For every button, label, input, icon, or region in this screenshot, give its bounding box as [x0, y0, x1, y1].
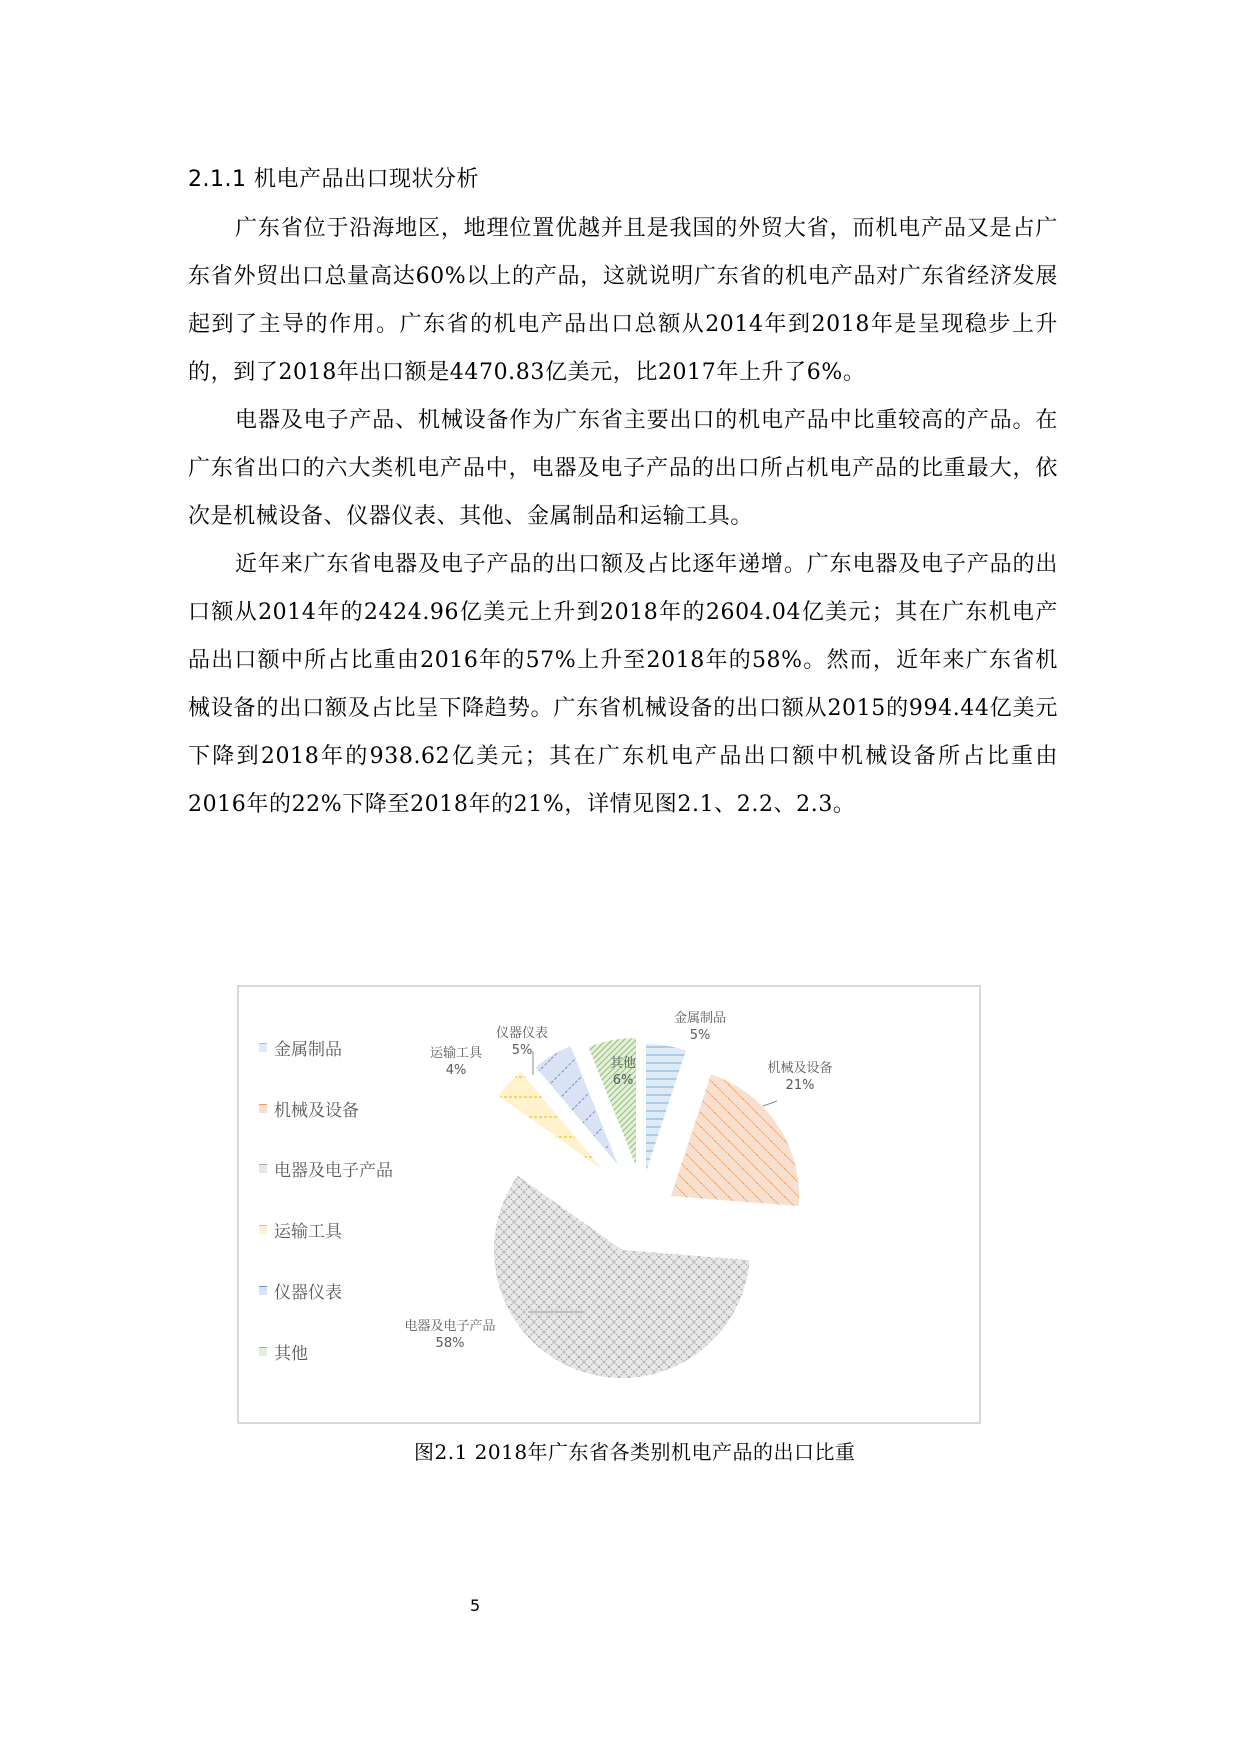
data-label-category: 金属制品	[673, 1011, 727, 1026]
data-label-category: 机械及设备	[767, 1061, 833, 1076]
paragraph-3: 近年来广东省电器及电子产品的出口额及占比逐年递增。广东电器及电子产品的出口额从2014年的2424.96亿美元上升到2018年的2604.04亿美元；其在广东机电产品出口额中所占比重由2016年的57%上升至2018年的58%。然而，近年来广东省机械设备的出口额及占比呈下降趋势。广东省机械设备的出口额从2015的994.44亿美元下降到2018年的938.62亿美元；其在广东机电产品出口额中机械设备所占比重由2016年的22%下降至2018年的21%，详情见图2.1、2.2、2.3。	[188, 552, 1058, 817]
data-label-value: 5%	[511, 1043, 533, 1058]
legend-item-transport	[259, 1217, 342, 1242]
pie-slice-electrical-electronic	[494, 1176, 750, 1378]
figure-caption: 图2.1 2018年广东省各类别机电产品的出口比重	[414, 1440, 856, 1464]
legend-swatch-icon	[259, 1225, 267, 1234]
pie-plot-area	[239, 987, 979, 1422]
legend-item-metal-products	[259, 1035, 342, 1060]
pie-slice-metal-products	[646, 1044, 686, 1172]
legend-label: 电器及电子产品	[274, 1161, 393, 1181]
legend-item-others	[259, 1339, 308, 1364]
legend-label: 机械及设备	[274, 1101, 359, 1121]
legend-swatch-icon	[259, 1104, 267, 1113]
legend-item-electrical-electronic	[259, 1156, 393, 1181]
legend-swatch-icon	[259, 1043, 267, 1052]
legend-label: 金属制品	[274, 1040, 342, 1060]
data-label-category: 电器及电子产品	[404, 1319, 496, 1334]
legend-label: 仪器仪表	[274, 1283, 342, 1303]
data-label-value: 4%	[445, 1063, 467, 1078]
data-label-category: 其他	[609, 1056, 637, 1071]
body-text	[188, 205, 1058, 829]
pie-slice-machinery-equipment	[671, 1074, 799, 1206]
legend-swatch-icon	[259, 1286, 267, 1295]
legend-swatch-icon	[259, 1347, 267, 1356]
data-label-category: 仪器仪表	[495, 1026, 549, 1041]
legend-item-machinery-equipment	[259, 1096, 359, 1121]
paragraph-1: 广东省位于沿海地区，地理位置优越并且是我国的外贸大省，而机电产品又是占广东省外贸出口总量高达60%以上的产品，这就说明广东省的机电产品对广东省经济发展起到了主导的作用。广东省的机电产品出口总额从2014年到2018年是呈现稳步上升的，到了2018年出口额是4470.83亿美元，比2017年上升了6%。	[188, 216, 1058, 385]
legend-swatch-icon	[259, 1164, 267, 1173]
data-label-category: 运输工具	[429, 1046, 483, 1061]
pie-chart	[237, 985, 981, 1424]
data-label-value: 58%	[435, 1336, 465, 1351]
legend-item-instruments	[259, 1278, 342, 1303]
paragraph-2: 电器及电子产品、机械设备作为广东省主要出口的机电产品中比重较高的产品。在广东省出口的六大类机电产品中，电器及电子产品的出口所占机电产品的比重最大，依次是机械设备、仪器仪表、其他、金属制品和运输工具。	[188, 408, 1058, 529]
data-label-value: 21%	[785, 1078, 815, 1093]
page-number: 5	[470, 1596, 481, 1615]
leader-line	[763, 1101, 777, 1106]
data-label-value: 5%	[689, 1028, 711, 1043]
legend-label: 其他	[274, 1344, 308, 1364]
section-heading: 2.1.1 机电产品出口现状分析	[188, 167, 479, 192]
legend-label: 运输工具	[274, 1222, 342, 1242]
data-label-value: 6%	[612, 1073, 634, 1088]
